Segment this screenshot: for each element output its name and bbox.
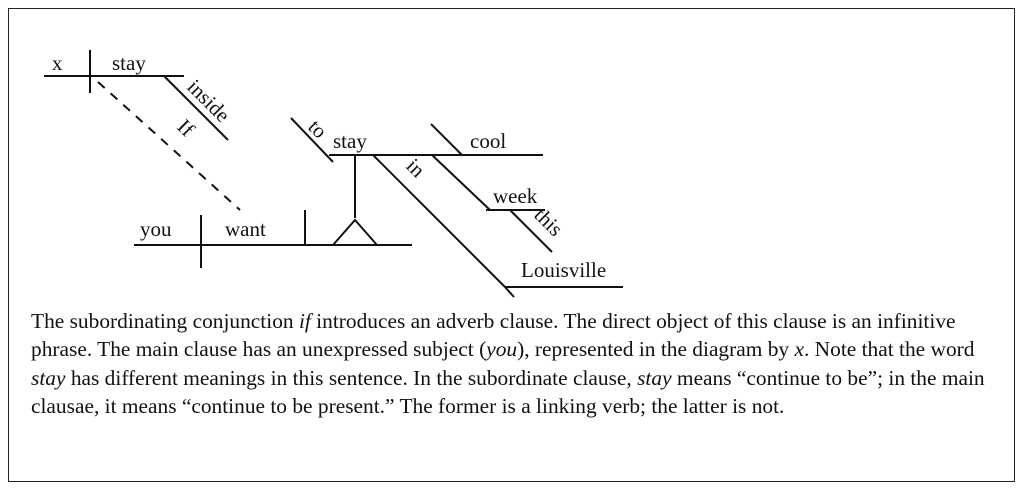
caption-em-x: x bbox=[794, 337, 804, 362]
caption-text-6: means “continue to be”; in the main clausae, it means “continue to be present.” The former is a linking verb; the latter is not. bbox=[31, 365, 985, 418]
word-week: week bbox=[493, 184, 538, 208]
word-cool: cool bbox=[470, 129, 507, 153]
word-to: to bbox=[303, 114, 332, 144]
in-phrase-line bbox=[373, 155, 505, 287]
word-if: If bbox=[172, 114, 200, 142]
diagram-caption bbox=[31, 307, 1006, 420]
caption-text-1: The subordinating conjunction bbox=[31, 309, 299, 333]
word-in: in bbox=[401, 153, 430, 183]
caption-text-2: introduces an adverb clause. The direct object of this clause is an infinitive phrase. The main clause has an unexpressed subject ( bbox=[31, 309, 956, 362]
word-you: you bbox=[140, 217, 172, 241]
complement-divider bbox=[431, 124, 462, 155]
word-inside: inside bbox=[182, 74, 235, 128]
word-x: x bbox=[52, 51, 63, 75]
word-louisville: Louisville bbox=[521, 258, 607, 282]
word-this: this bbox=[529, 202, 568, 241]
word-stay-main: stay bbox=[112, 51, 146, 75]
caption-em-if: if bbox=[298, 309, 311, 333]
word-stay-inf: stay bbox=[333, 129, 367, 153]
pedestal-base bbox=[333, 220, 377, 245]
caption-text-5: has different meanings in this sentence. In the subordinate clause, bbox=[65, 365, 638, 390]
caption-text-4: . Note that the word bbox=[803, 337, 975, 362]
word-want: want bbox=[225, 217, 266, 241]
week-connector bbox=[432, 155, 490, 210]
caption-em-you: you bbox=[486, 337, 518, 362]
caption-text-3: ), represented in the diagram by bbox=[517, 337, 795, 362]
caption-em-stay-2: stay bbox=[637, 365, 672, 390]
in-line-tail bbox=[505, 287, 514, 297]
caption-em-stay-1: stay bbox=[31, 365, 66, 390]
